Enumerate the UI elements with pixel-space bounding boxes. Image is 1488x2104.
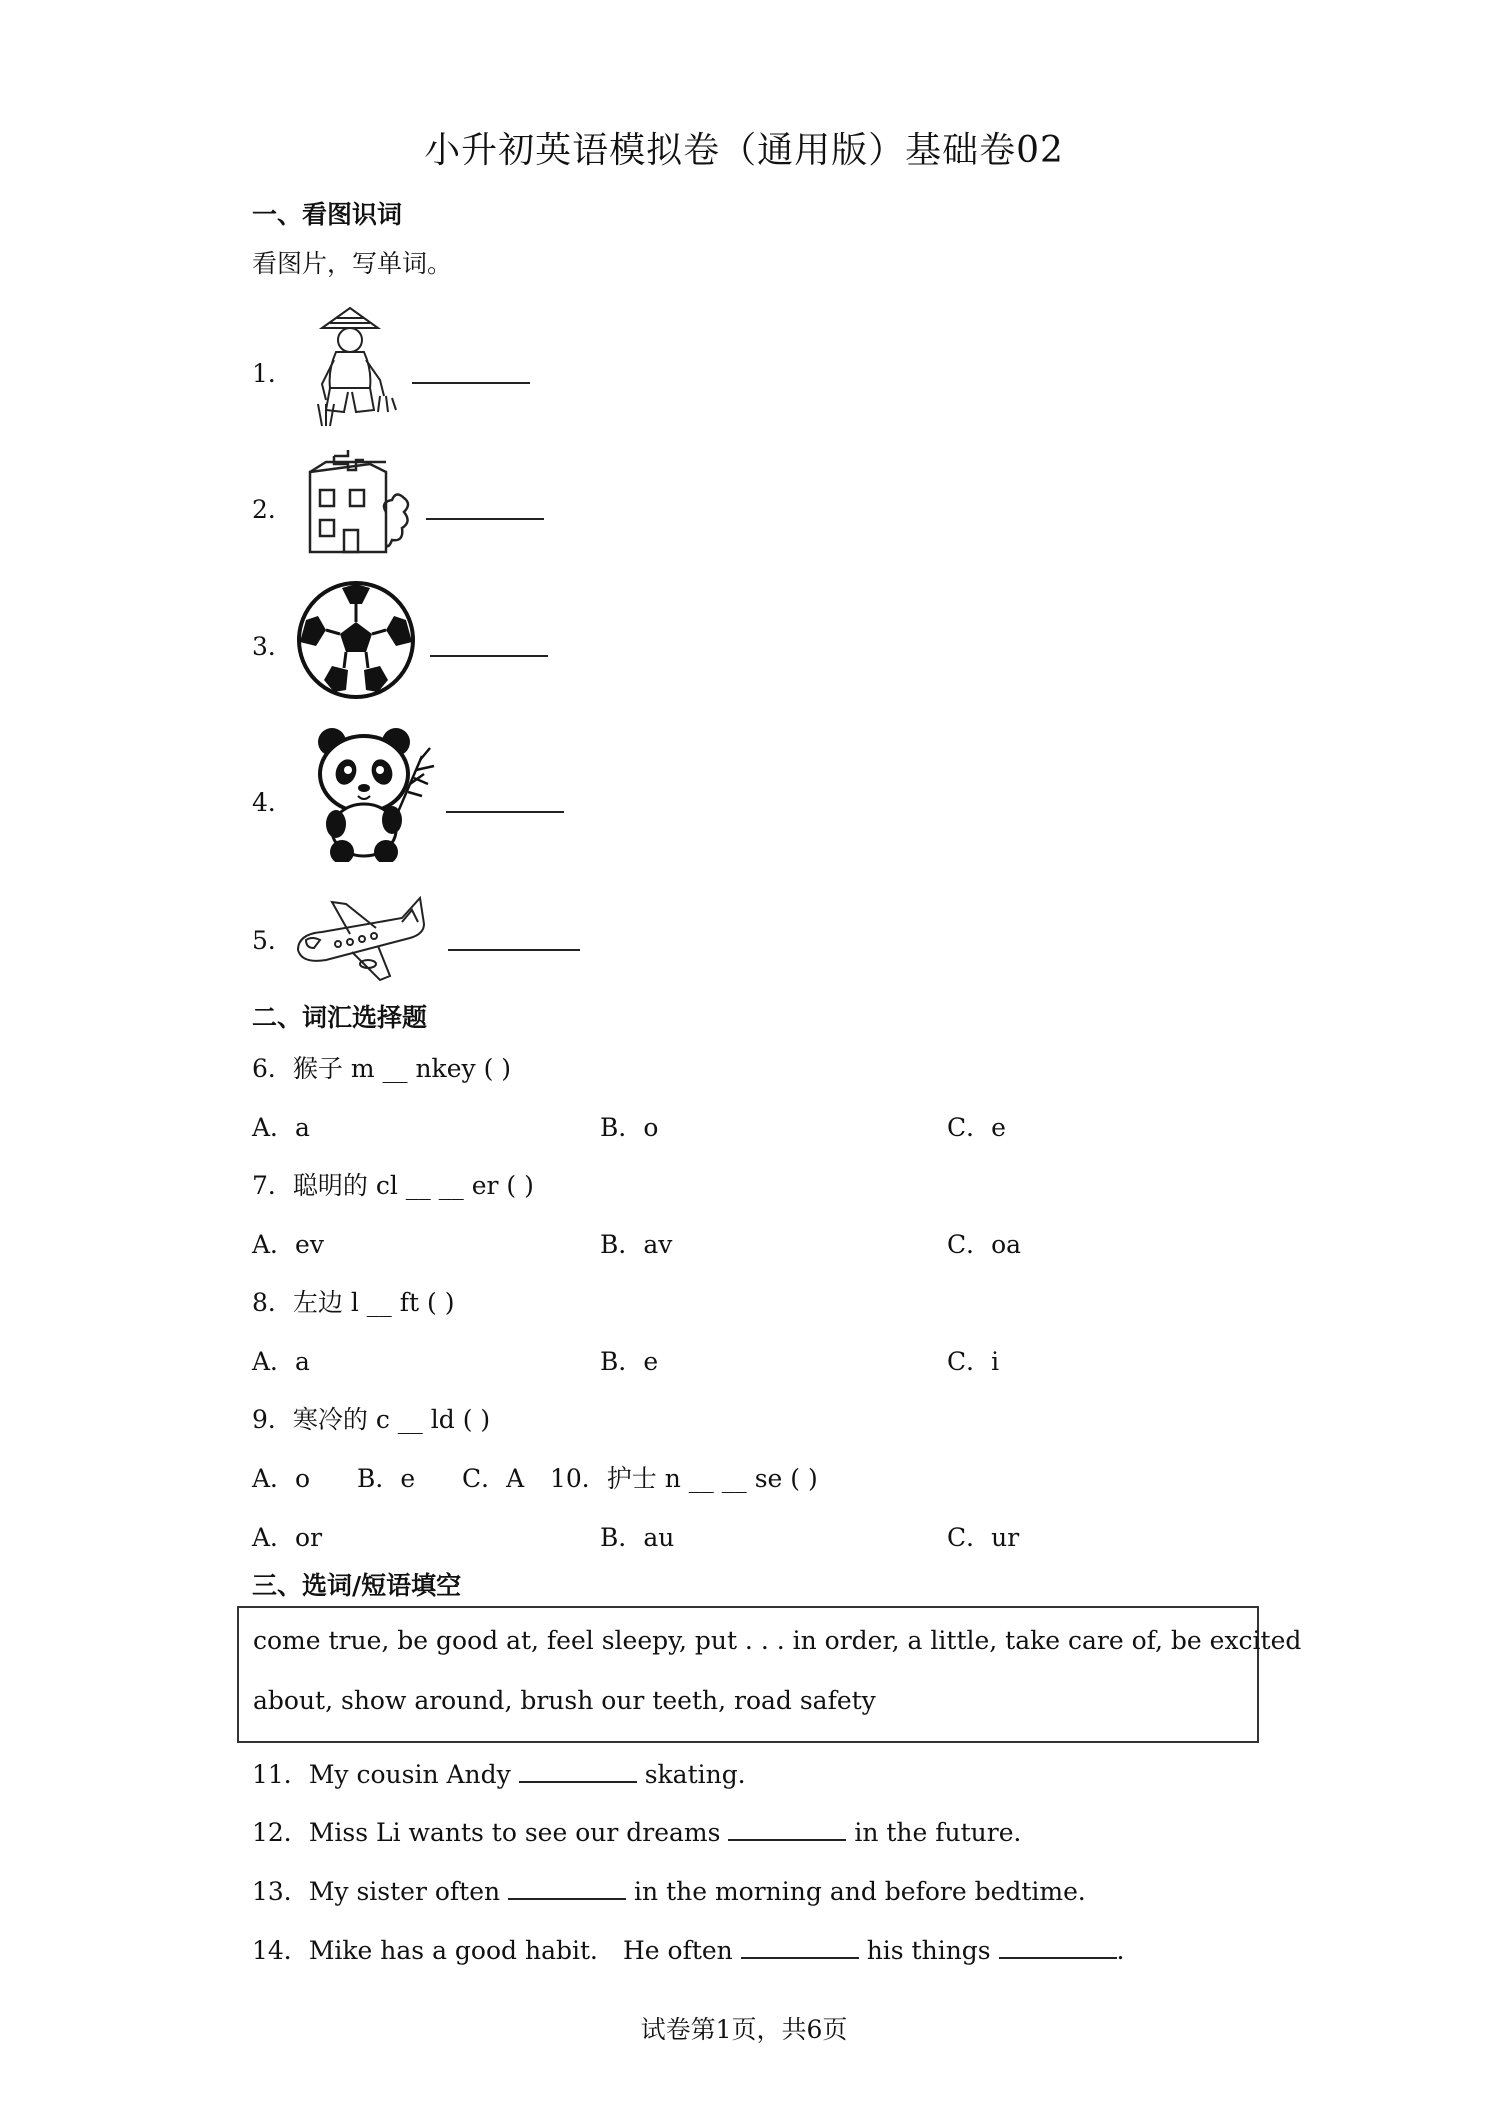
option-8b[interactable]: B．e: [600, 1347, 659, 1376]
option-8c[interactable]: C．i: [947, 1347, 1000, 1376]
option-9c[interactable]: C．A: [462, 1464, 525, 1493]
question-6: 6．猴子 m __ nkey ( ): [252, 1054, 512, 1083]
panda-icon: [312, 726, 438, 862]
word-bank-line-1: come true, be good at, feel sleepy, put . . . in order, a little, take care of, be excited: [253, 1626, 1302, 1655]
hospital-icon: [300, 450, 410, 556]
section1-instruction: 看图片，写单词。: [252, 249, 453, 278]
option-7c[interactable]: C．oa: [947, 1230, 1022, 1259]
answer-blank-13[interactable]: [508, 1896, 626, 1900]
answer-blank-2[interactable]: [426, 516, 544, 520]
farmer-icon: [300, 300, 400, 432]
answer-blank-5[interactable]: [448, 947, 580, 951]
option-7a[interactable]: A．ev: [252, 1230, 324, 1259]
page-title: 小升初英语模拟卷（通用版）基础卷02: [424, 130, 1064, 171]
question-12: 12．Miss Li wants to see our dreams in the future．: [252, 1818, 1039, 1847]
question-13: 13．My sister often in the morning and before bedtime．: [252, 1877, 1103, 1906]
option-10a[interactable]: A．or: [252, 1523, 323, 1552]
answer-blank-1[interactable]: [412, 380, 530, 384]
question-9: 9．寒冷的 c __ ld ( ): [252, 1405, 491, 1434]
answer-blank-14b[interactable]: [999, 1955, 1117, 1959]
football-icon: [296, 580, 416, 700]
section3-heading: 三、选词/短语填空: [252, 1571, 462, 1600]
option-9b[interactable]: B．e: [357, 1464, 416, 1493]
word-bank-box: [237, 1606, 1302, 1743]
option-7b[interactable]: B．av: [600, 1230, 673, 1259]
section1-heading: 一、看图识词: [252, 200, 403, 229]
item-number: 5．: [252, 926, 293, 955]
item-number: 1．: [252, 359, 293, 388]
question-10: 10．护士 n __ __ se ( ): [550, 1464, 818, 1493]
question-8: 8．左边 l __ ft ( ): [252, 1288, 455, 1317]
section2-heading: 二、词汇选择题: [252, 1003, 428, 1032]
answer-blank-14a[interactable]: [741, 1955, 859, 1959]
item-number: 2．: [252, 495, 293, 524]
option-10c[interactable]: C．ur: [947, 1523, 1020, 1552]
answer-blank-3[interactable]: [430, 653, 548, 657]
word-bank-line-2: about, show around, brush our teeth, road safety: [253, 1686, 876, 1715]
option-10b[interactable]: B．au: [600, 1523, 675, 1552]
plane-icon: [292, 888, 432, 984]
question-11: 11．My cousin Andy skating．: [252, 1760, 763, 1789]
option-6a[interactable]: A．a: [252, 1113, 310, 1142]
item-number: 3．: [252, 632, 293, 661]
answer-blank-11[interactable]: [519, 1779, 637, 1783]
answer-blank-12[interactable]: [728, 1837, 846, 1841]
option-9a[interactable]: A．o: [252, 1464, 311, 1493]
page-footer: 试卷第1页，共6页: [640, 2015, 848, 2044]
option-6b[interactable]: B．o: [600, 1113, 659, 1142]
question-14: 14．Mike has a good habit． He often his things ．: [252, 1936, 1142, 1965]
option-8a[interactable]: A．a: [252, 1347, 310, 1376]
question-7: 7．聪明的 cl __ __ er ( ): [252, 1171, 534, 1200]
item-number: 4．: [252, 788, 293, 817]
answer-blank-4[interactable]: [446, 809, 564, 813]
option-6c[interactable]: C．e: [947, 1113, 1006, 1142]
